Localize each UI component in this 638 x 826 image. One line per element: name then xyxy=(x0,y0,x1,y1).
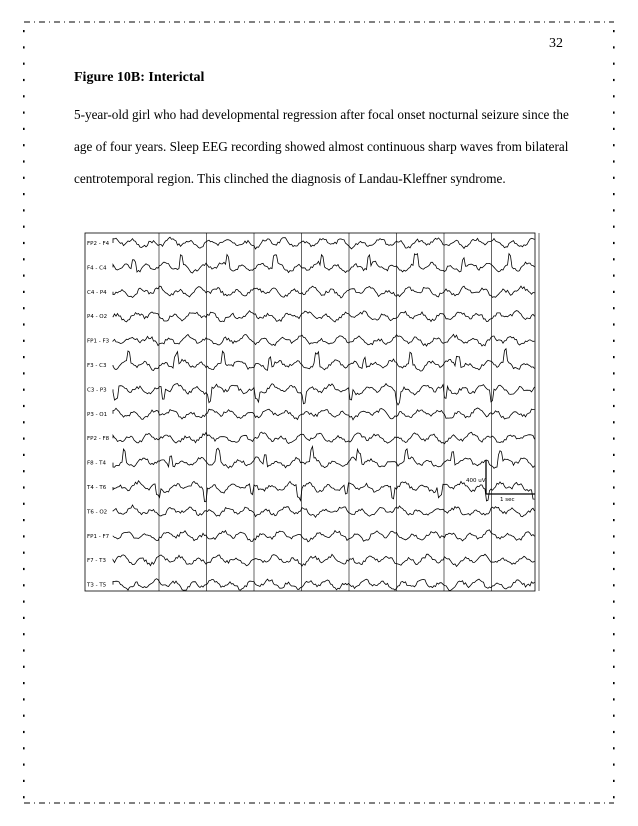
channel-label: F8 - T4 xyxy=(87,460,107,467)
channel-label: F3 - C3 xyxy=(87,363,107,369)
channel-label: C4 - P4 xyxy=(87,289,107,296)
eeg-trace xyxy=(113,505,535,517)
eeg-trace xyxy=(113,447,535,469)
figure-title: Figure 10B: Interictal xyxy=(74,70,205,85)
time-scale-label: 1 sec xyxy=(500,497,515,503)
eeg-trace xyxy=(113,254,535,273)
eeg-trace xyxy=(113,286,535,298)
eeg-trace xyxy=(113,530,535,542)
page-number: 32 xyxy=(549,36,563,51)
channel-label: F4 - C4 xyxy=(87,265,107,272)
channel-label: C3 - P3 xyxy=(87,387,107,394)
eeg-trace xyxy=(113,384,535,405)
eeg-trace xyxy=(113,311,535,322)
channel-label: T3 - T5 xyxy=(87,582,107,589)
caption-line: centrotemporal region. This clinched the diagnosis of Landau-Kleffner syndrome. xyxy=(74,171,506,186)
eeg-trace xyxy=(113,408,535,420)
eeg-recording xyxy=(80,228,540,598)
channel-label: T4 - T6 xyxy=(87,485,107,491)
eeg-trace xyxy=(113,334,535,346)
channel-label: F7 - T3 xyxy=(87,558,107,565)
channel-label: P4 - O2 xyxy=(87,314,108,321)
caption-line: 5-year-old girl who had developmental regression after focal onset nocturnal seizure since the xyxy=(74,107,569,122)
eeg-trace xyxy=(113,237,535,249)
eeg-trace xyxy=(113,579,535,591)
eeg-trace xyxy=(113,432,535,444)
channel-label: FP1 - F7 xyxy=(87,533,110,540)
channel-label: P3 - O1 xyxy=(87,411,108,418)
channel-label: FP1 - F3 xyxy=(87,338,110,345)
eeg-traces xyxy=(113,237,535,590)
eeg-trace xyxy=(113,554,535,566)
channel-label: T6 - O2 xyxy=(87,509,108,516)
channel-label: FP2 - F4 xyxy=(87,241,110,247)
channel-label: FP2 - F8 xyxy=(87,436,110,443)
caption-line: age of four years. Sleep EEG recording showed almost continuous sharp waves from bilateral xyxy=(74,139,569,154)
amplitude-scale-label: 400 uV xyxy=(466,478,486,484)
eeg-scale-bar xyxy=(466,460,535,503)
figure-caption xyxy=(74,99,569,195)
eeg-trace xyxy=(113,349,535,371)
